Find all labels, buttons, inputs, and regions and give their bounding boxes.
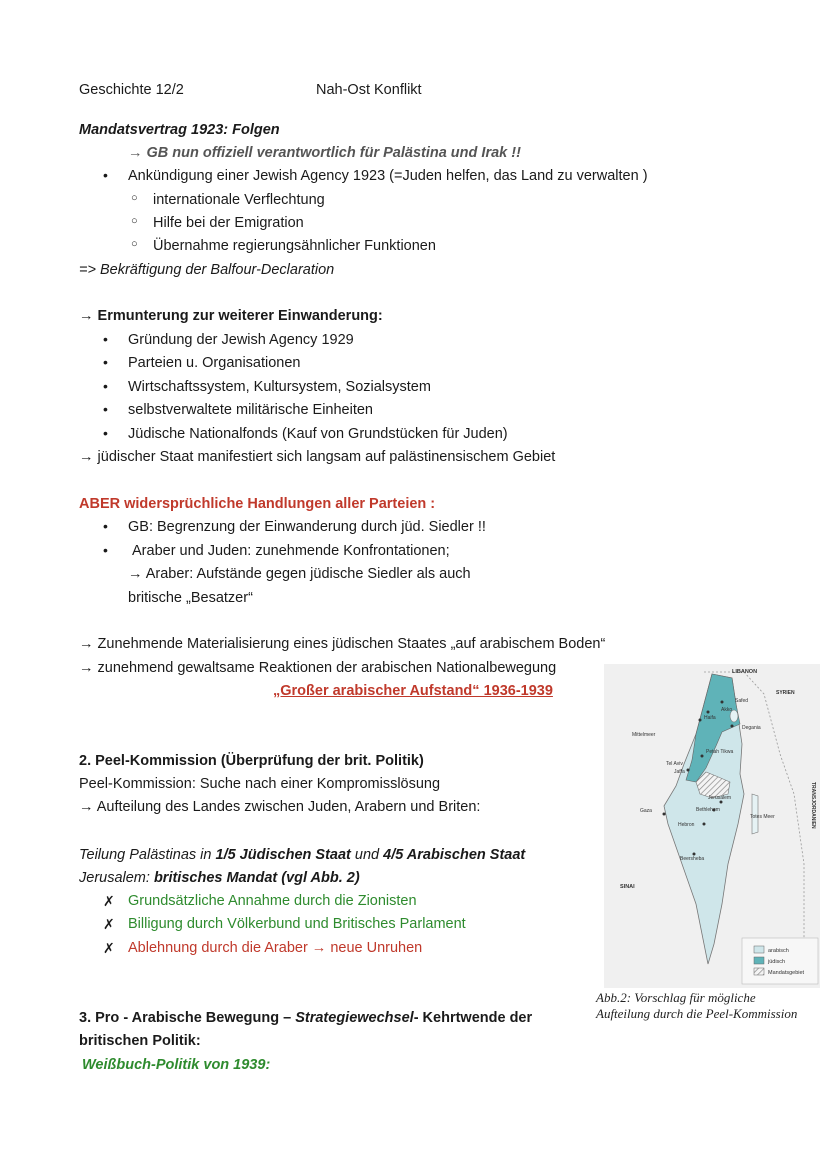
list-item: Ankündigung einer Jewish Agency 1923 (=Juden helfen, das Land zu verwalten ) xyxy=(128,168,648,184)
figure-caption-line1: Abb.2: Vorschlag für mögliche xyxy=(596,990,756,1005)
city-dot xyxy=(663,813,666,816)
label-gaza: Gaza xyxy=(640,808,652,814)
topic-title: Nah-Ost Konflikt xyxy=(316,82,422,98)
city-dot xyxy=(707,711,710,714)
reaction-item: Billigung durch Völkerbund und Britisches Parlament xyxy=(128,916,466,932)
city-dot xyxy=(699,719,702,722)
city-dot xyxy=(703,823,706,826)
legend-label: jüdisch xyxy=(768,959,786,965)
list-item: selbstverwaltete militärische Einheiten xyxy=(128,402,373,418)
list-item-continued: → Araber: Aufstände gegen jüdische Siedler als auch xyxy=(128,566,471,582)
figure-caption-line2: Aufteilung durch die Peel-Kommission xyxy=(596,1006,798,1021)
label-beersheba: Beersheba xyxy=(680,856,705,862)
label-sinai: SINAI xyxy=(620,884,635,890)
label-safed: Safed xyxy=(735,698,749,704)
partition-map xyxy=(604,664,820,988)
list-item-continued: britische „Besatzer“ xyxy=(128,590,253,606)
legend-label: arabisch xyxy=(768,948,789,954)
bullet-marker: • xyxy=(103,354,108,370)
sub-bullet-marker: ○ xyxy=(131,215,138,227)
immigration-title: → Ermunterung zur weiterer Einwanderung: xyxy=(79,308,383,324)
city-dot xyxy=(731,725,734,728)
strategy-title: 3. Pro - Arabische Bewegung – Strategiewechsel- Kehrtwende der xyxy=(79,1010,533,1026)
city-dot xyxy=(687,769,690,772)
sub-list-item: Übernahme regierungsähnlicher Funktionen xyxy=(153,238,436,254)
legend-swatch-arab xyxy=(754,946,764,953)
peel-line: Peel-Kommission: Suche nach einer Kompromisslösung xyxy=(79,776,441,792)
white-paper-subtitle: Weißbuch-Politik von 1939: xyxy=(82,1057,271,1073)
legend-swatch-jewish xyxy=(754,957,764,964)
uprising-highlight: „Großer arabischer Aufstand“ 1936-1939 xyxy=(273,683,553,699)
map-legend xyxy=(742,938,818,984)
bullet-marker: • xyxy=(103,425,108,441)
bullet-marker: • xyxy=(103,378,108,394)
course-title: Geschichte 12/2 xyxy=(79,82,184,98)
label-bethlehem: Bethlehem xyxy=(696,807,720,813)
partition-line: Teilung Palästinas in 1/5 Jüdischen Staat und 4/5 Arabischen Staat xyxy=(79,847,526,863)
label-syrien: SYRIEN xyxy=(776,690,795,696)
legend-label: Mandatsgebiet xyxy=(768,970,805,976)
city-dot xyxy=(701,755,704,758)
mandate-arrow-line: → GB nun offiziell verantwortlich für Palästina und Irak !! xyxy=(128,145,521,161)
sub-list-item: Hilfe bei der Emigration xyxy=(153,215,304,231)
label-haifa: Haifa xyxy=(704,715,716,721)
label-totes-meer: Totes Meer xyxy=(750,814,775,820)
reaction-item: Ablehnung durch die Araber → neue Unruhen xyxy=(128,940,423,956)
cross-mark: ✗ xyxy=(103,940,115,956)
legend-swatch-mandate xyxy=(754,968,764,975)
reaction-item: Grundsätzliche Annahme durch die Zionisten xyxy=(128,893,417,909)
label-mittelmeer: Mittelmeer xyxy=(632,732,656,738)
bullet-marker: • xyxy=(103,542,108,558)
bullet-marker: • xyxy=(103,401,108,417)
bullet-marker: • xyxy=(103,331,108,347)
list-item: Wirtschaftssystem, Kultursystem, Sozialsystem xyxy=(128,379,431,395)
statement-line: → zunehmend gewaltsame Reaktionen der arabischen Nationalbewegung xyxy=(79,660,557,676)
immigration-conclusion: → jüdischer Staat manifestiert sich langsam auf palästinensischem Gebiet xyxy=(79,449,556,465)
sub-bullet-marker: ○ xyxy=(131,238,138,250)
section-mandate-title: Mandatsvertrag 1923: Folgen xyxy=(79,122,280,138)
label-tel-aviv: Tel Aviv xyxy=(666,761,683,767)
list-item: GB: Begrenzung der Einwanderung durch jüd. Siedler !! xyxy=(128,519,486,535)
label-hebron: Hebron xyxy=(678,822,695,828)
sub-bullet-marker: ○ xyxy=(131,192,138,204)
contradictions-title: ABER widersprüchliche Handlungen aller Parteien : xyxy=(79,496,436,512)
list-item: Gründung der Jewish Agency 1929 xyxy=(128,332,354,348)
label-degania: Degania xyxy=(742,725,761,731)
cross-mark: ✗ xyxy=(103,893,115,909)
strategy-title-continued: britischen Politik: xyxy=(79,1033,201,1049)
city-dot xyxy=(721,701,724,704)
sub-list-item: internationale Verflechtung xyxy=(153,192,325,208)
bullet-marker: • xyxy=(103,518,108,534)
list-item: Parteien u. Organisationen xyxy=(128,355,301,371)
statement-line: → Zunehmende Materialisierung eines jüdischen Staates „auf arabischem Boden“ xyxy=(79,636,606,652)
label-jerusalem: Jerusalem xyxy=(708,795,732,801)
list-item: Araber und Juden: zunehmende Konfrontationen; xyxy=(132,543,450,559)
label-petah-tikwa: Petah Tikwa xyxy=(706,749,734,755)
mandate-conclusion: => Bekräftigung der Balfour-Declaration xyxy=(79,262,335,278)
label-transjordanien: TRANSJORDANIEN xyxy=(810,782,816,829)
jerusalem-line: Jerusalem: britisches Mandat (vgl Abb. 2) xyxy=(79,870,360,886)
label-jaffa: Jaffa xyxy=(674,769,685,775)
cross-mark: ✗ xyxy=(103,916,115,932)
list-item: Jüdische Nationalfonds (Kauf von Grundstücken für Juden) xyxy=(128,426,508,442)
label-libanon: LIBANON xyxy=(732,669,758,675)
peel-title: 2. Peel-Kommission (Überprüfung der brit. Politik) xyxy=(79,753,424,769)
bullet-marker: • xyxy=(103,167,108,183)
label-akko: Akko xyxy=(721,707,733,713)
peel-line: → Aufteilung des Landes zwischen Juden, Arabern und Briten: xyxy=(79,799,481,815)
